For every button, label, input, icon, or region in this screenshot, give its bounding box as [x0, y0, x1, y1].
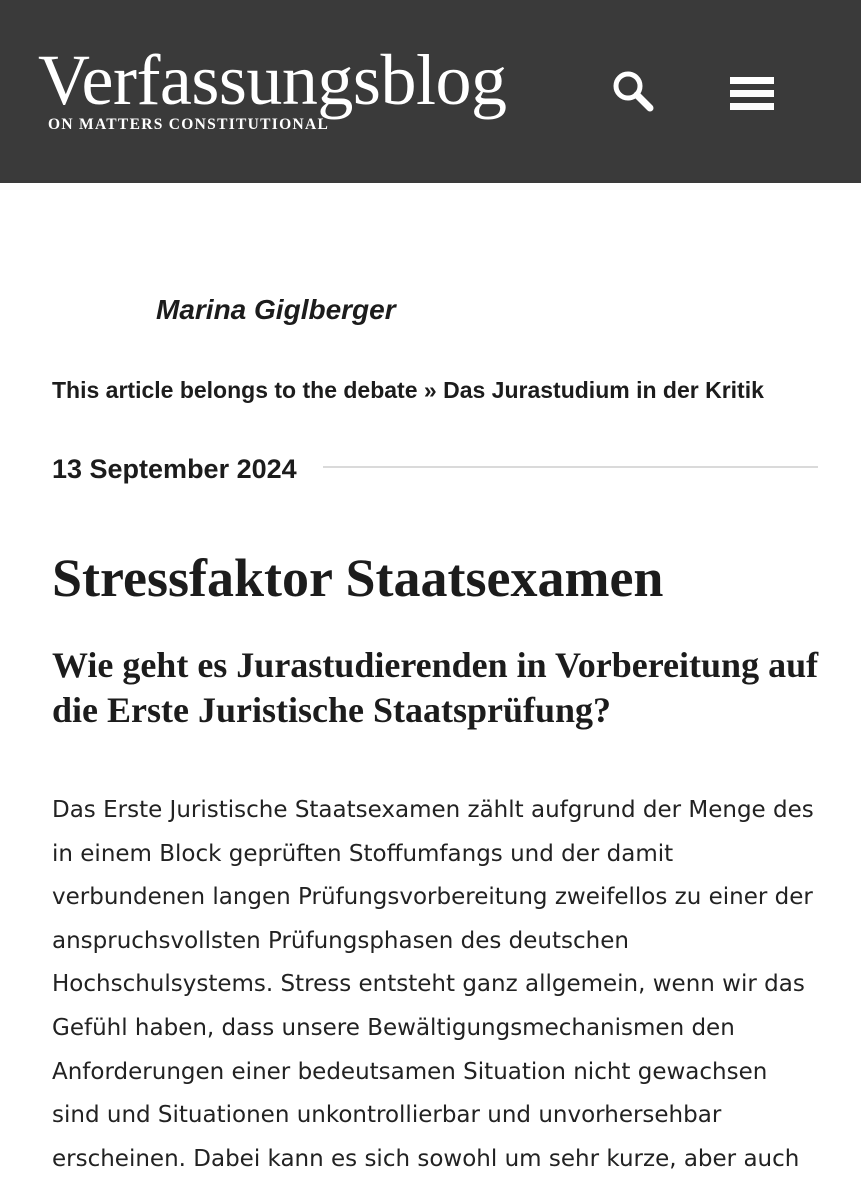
site-logo[interactable]: Verfassungsblog [38, 40, 507, 120]
debate-line [52, 377, 764, 404]
article-date: 13 September 2024 [52, 454, 297, 484]
menu-button[interactable] [726, 72, 778, 114]
debate-link[interactable]: Das Jurastudium in der Kritik [443, 377, 764, 403]
site-header [0, 0, 861, 183]
article-author[interactable]: Marina Giglberger [156, 294, 396, 325]
article-body: Das Erste Juristische Staatsexamen zählt aufgrund der Menge des in einem Block geprüften Stoffumfangs und der damit verbundenen langen Prüfungsvorbereitung zweifellos zu einer der anspruchsvollsten Prüfungsphasen des deutschen Hochschulsystems. Stress entsteht ganz allgemein, wenn wir das Gefühl haben, dass unsere Bewältigungsmechanismen den Anforderungen einer bedeutsamen Situation nicht gewachsen sind und Situationen unkontrollierbar und unvorhersehbar erscheinen. Dabei kann es sich sowohl um sehr kurze, aber auch [52, 797, 814, 1172]
hamburger-menu-icon [726, 72, 778, 114]
debate-prefix: This article belongs to the debate » [52, 377, 444, 403]
search-button[interactable] [608, 66, 658, 116]
search-icon [608, 66, 658, 116]
date-divider [323, 466, 818, 468]
site-tagline: ON MATTERS CONSTITUTIONAL [48, 116, 330, 133]
article-subtitle: Wie geht es Jurastudierenden in Vorbereitung auf die Erste Juristische Staatsprüfung? [52, 645, 819, 730]
article-title: Stressfaktor Staatsexamen [52, 548, 664, 608]
